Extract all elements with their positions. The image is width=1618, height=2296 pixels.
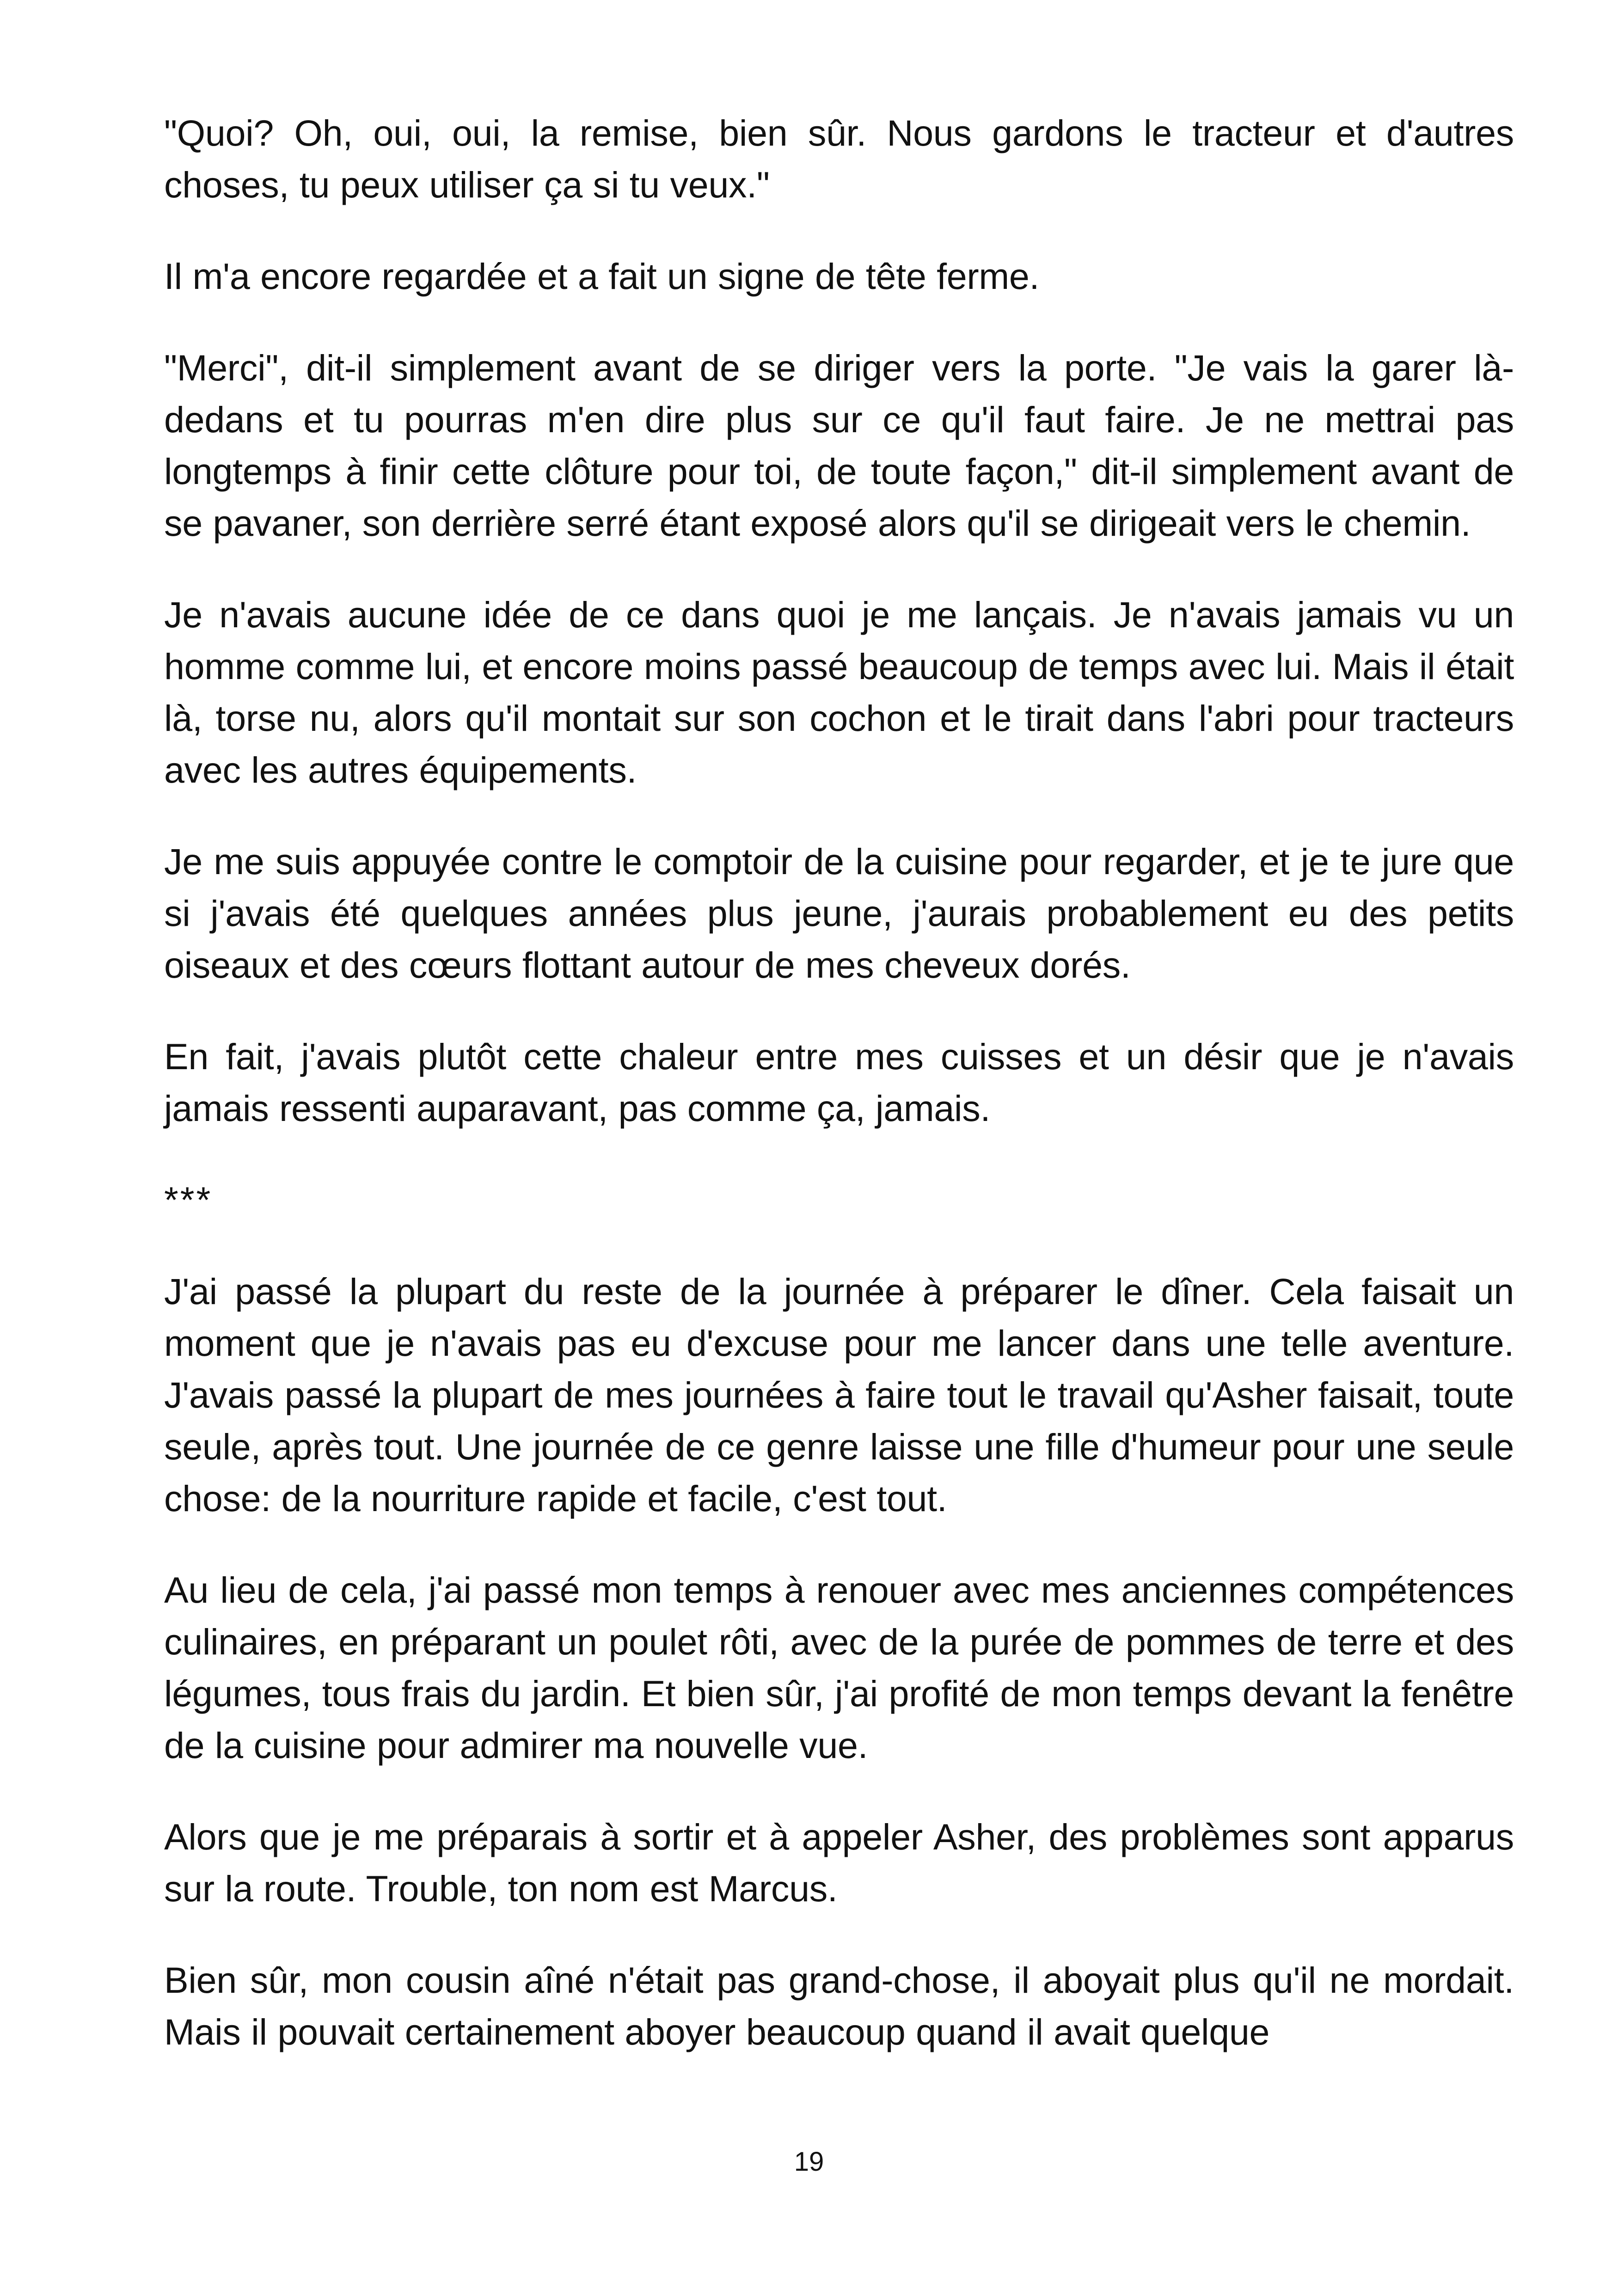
paragraph: Au lieu de cela, j'ai passé mon temps à renouer avec mes anciennes compétences culinaires, en préparant un poulet rôti, avec de la purée de pommes de terre et des légumes, tous frais du jardin. Et bien sûr, j'ai profité de mon temps devant la fenêtre de la cuisine pour admirer ma nouvelle vue. bbox=[164, 1569, 1514, 1766]
paragraph: "Merci", dit-il simplement avant de se diriger vers la porte. "Je vais la garer là-dedans et tu pourras m'en dire plus sur ce qu'il faut faire. Je ne mettrai pas longtemps à finir cette clôture pour toi, de toute façon," dit-il simplement avant de se pavaner, son derrière serré étant exposé alors qu'il se dirigeait vers le chemin. bbox=[164, 347, 1514, 544]
paragraph: Je me suis appuyée contre le comptoir de la cuisine pour regarder, et je te jure que si j'avais été quelques années plus jeune, j'aurais probablement eu des petits oiseaux et des cœurs flottant autour de mes cheveux dorés. bbox=[164, 841, 1514, 986]
body-text bbox=[164, 107, 1514, 2098]
paragraph: En fait, j'avais plutôt cette chaleur entre mes cuisses et un désir que je n'avais jamais ressenti auparavant, pas comme ça, jamais. bbox=[164, 1036, 1514, 1129]
paragraph: Bien sûr, mon cousin aîné n'était pas grand-chose, il aboyait plus qu'il ne mordait. Mais il pouvait certainement aboyer beaucoup quand il avait quelque bbox=[164, 1959, 1514, 2052]
paragraph: J'ai passé la plupart du reste de la journée à préparer le dîner. Cela faisait un moment que je n'avais pas eu d'excuse pour me lancer dans une telle aventure. J'avais passé la plupart de mes journées à faire tout le travail qu'Asher faisait, toute seule, après tout. Une journée de ce genre laisse une fille d'humeur pour une seule chose: de la nourriture rapide et facile, c'est tout. bbox=[164, 1271, 1514, 1519]
paragraph: "Quoi? Oh, oui, oui, la remise, bien sûr. Nous gardons le tracteur et d'autres choses, tu peux utiliser ça si tu veux." bbox=[164, 112, 1514, 205]
paragraph: Je n'avais aucune idée de ce dans quoi je me lançais. Je n'avais jamais vu un homme comme lui, et encore moins passé beaucoup de temps avec lui. Mais il était là, torse nu, alors qu'il montait sur son cochon et le tirait dans l'abri pour tracteurs avec les autres équipements. bbox=[164, 594, 1514, 790]
page-number: 19 bbox=[794, 2147, 824, 2177]
paragraph: Il m'a encore regardée et a fait un signe de tête ferme. bbox=[164, 256, 1040, 297]
paragraph: Alors que je me préparais à sortir et à appeler Asher, des problèmes sont apparus sur la route. Trouble, ton nom est Marcus. bbox=[164, 1816, 1514, 1909]
section-separator: *** bbox=[164, 1179, 213, 1220]
